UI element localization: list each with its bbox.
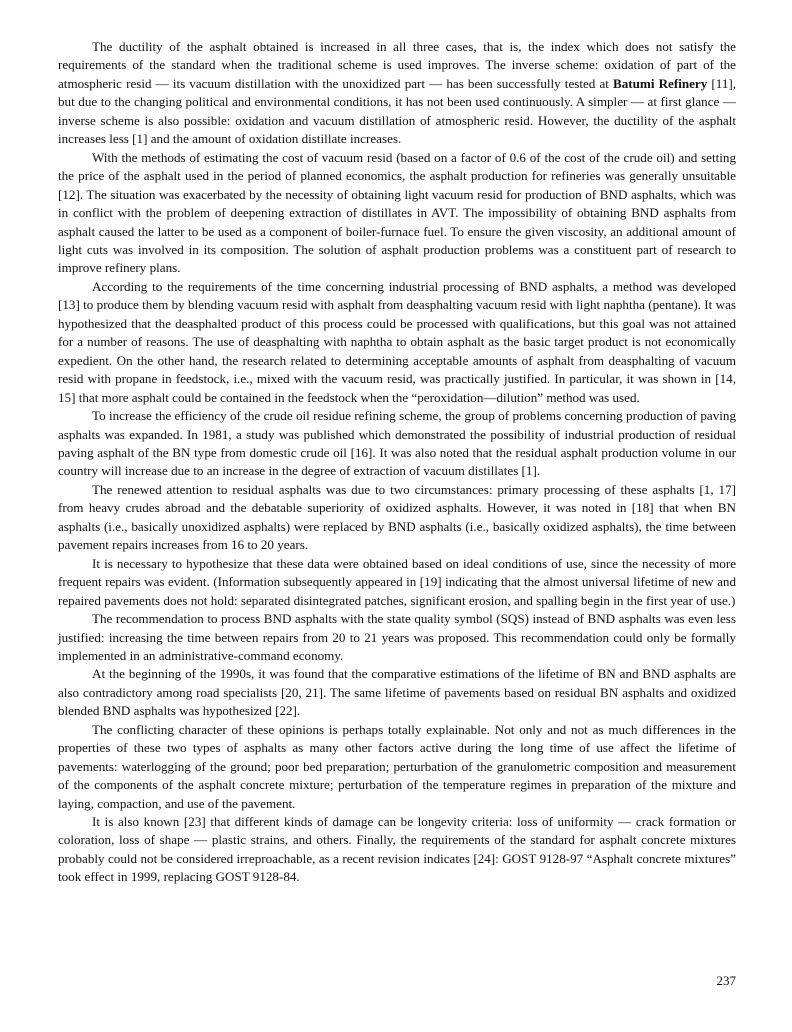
paragraph-1-text-end: [11], but due to the changing political and environmental conditions, it has not been used continuously. A simpler — at first glance — inverse scheme is also possible: oxidation and vacuum distillation of atmospheric resid. However, the ductility of the asphalt increases less [1] and the amount of oxidation distillate increases. [58, 75, 736, 147]
page-number: 237 [716, 973, 736, 988]
paragraph-1 [58, 38, 736, 149]
batumi-refinery-bold: Batumi Refinery [613, 75, 708, 91]
page-body [58, 38, 736, 887]
paragraph-4: To increase the efficiency of the crude oil residue refining scheme, the group of problems concerning production of paving asphalts was expanded. In 1981, a study was published which demonstrated the possibility of industrial production of residual paving asphalt of the BN type from domestic crude oil [16]. It was also noted that the residual asphalt production volume in our country will increase due to an increase in the degree of extraction of vacuum distillates [1]. [58, 408, 736, 479]
paragraph-10: It is also known [23] that different kinds of damage can be longevity criteria: loss of uniformity — crack formation or coloration, loss of shape — plastic strains, and others. Finally, the requirements of the standard for asphalt concrete mixtures probably could not be considered irreproachable, as a recent revision indicates [24]: GOST 9128-97 “Asphalt concrete mixtures” took effect in 1999, replacing GOST 9128-84. [58, 814, 736, 885]
paragraph-1-text-start: The ductility of the asphalt obtained is increased in all three cases, that is, the index which does not satisfy the requirements of the standard when the traditional scheme is used improves. The inverse scheme: oxidation of part of the atmospheric resid — its vacuum distillation with the unoxidized part — has been successfully tested at [58, 39, 736, 91]
paragraph-7: The recommendation to process BND asphalts with the state quality symbol (SQS) instead of BND asphalts was even less justified: increasing the time between repairs from 20 to 21 years was proposed. This recommendation could only be formally implemented in an administrative-command economy. [58, 611, 736, 663]
paragraph-3: According to the requirements of the time concerning industrial processing of BND asphalts, a method was developed [13] to produce them by blending vacuum resid with asphalt from deasphalting vacuum resid with light naphtha (pentane). It was hypothesized that the deasphalted product of this process could be processed with qualifications, but this goal was not attained for a number of reasons. The use of deasphalting with naphtha to obtain asphalt as the basic target product is not economically expedient. On the other hand, the research related to determining acceptable amounts of asphalt from deasphalting of vacuum resid with propane in feedstock, i.e., mixed with the vacuum resid, was practically justified. In particular, it was shown in [14, 15] that more asphalt could be contained in the feedstock when the “peroxidation—dilution” method was used. [58, 278, 736, 405]
paragraph-6: It is necessary to hypothesize that these data were obtained based on ideal conditions of use, since the necessity of more frequent repairs was evident. (Information subsequently appeared in [19] indicating that the almost universal lifetime of new and repaired pavements does not hold: separated disintegrated patches, significant erosion, and spalling begin in the first year of use.) [58, 555, 736, 608]
paragraph-8: At the beginning of the 1990s, it was found that the comparative estimations of the lifetime of BN and BND asphalts are also contradictory among road specialists [20, 21]. The same lifetime of pavements based on residual BN asphalts and oxidized blended BND asphalts was hypothesized [22]. [58, 666, 736, 719]
paragraph-9: The conflicting character of these opinions is perhaps totally explainable. Not only and not as much differences in the properties of these two types of asphalts as many other factors active during the long time of use affect the lifetime of pavements: waterlogging of the ground; poor bed preparation; perturbation of the granulometric composition and measurement of the components of the asphalt concrete mixture; perturbation of the temperature regimes in preparation of the mixture and laying, compaction, and use of the pavement. [58, 721, 736, 811]
paragraph-2: With the methods of estimating the cost of vacuum resid (based on a factor of 0.6 of the cost of the crude oil) and setting the price of the asphalt used in the period of planned economics, the asphalt production for refineries was generally unsuitable [12]. The situation was exacerbated by the necessity of obtaining light vacuum resid for production of BND asphalts, which was in conflict with the problem of deepening extraction of distillates in AVT. The impossibility of obtaining BND asphalts from asphalt caused the latter to be used as a component of boiler-furnace fuel. To ensure the given viscosity, an additional amount of light cuts was involved in its composition. The solution of asphalt production problems was a constituent part of research to improve refinery plans. [58, 149, 736, 276]
paragraph-5: The renewed attention to residual asphalts was due to two circumstances: primary processing of these asphalts [1, 17] from heavy crudes abroad and the debatable superiority of oxidized asphalts. However, it was noted in [18] that when BN asphalts (i.e., basically unoxidized asphalts) were replaced by BND asphalts (i.e., basically oxidized asphalts), the time between pavement repairs increases from 16 to 20 years. [58, 481, 736, 553]
